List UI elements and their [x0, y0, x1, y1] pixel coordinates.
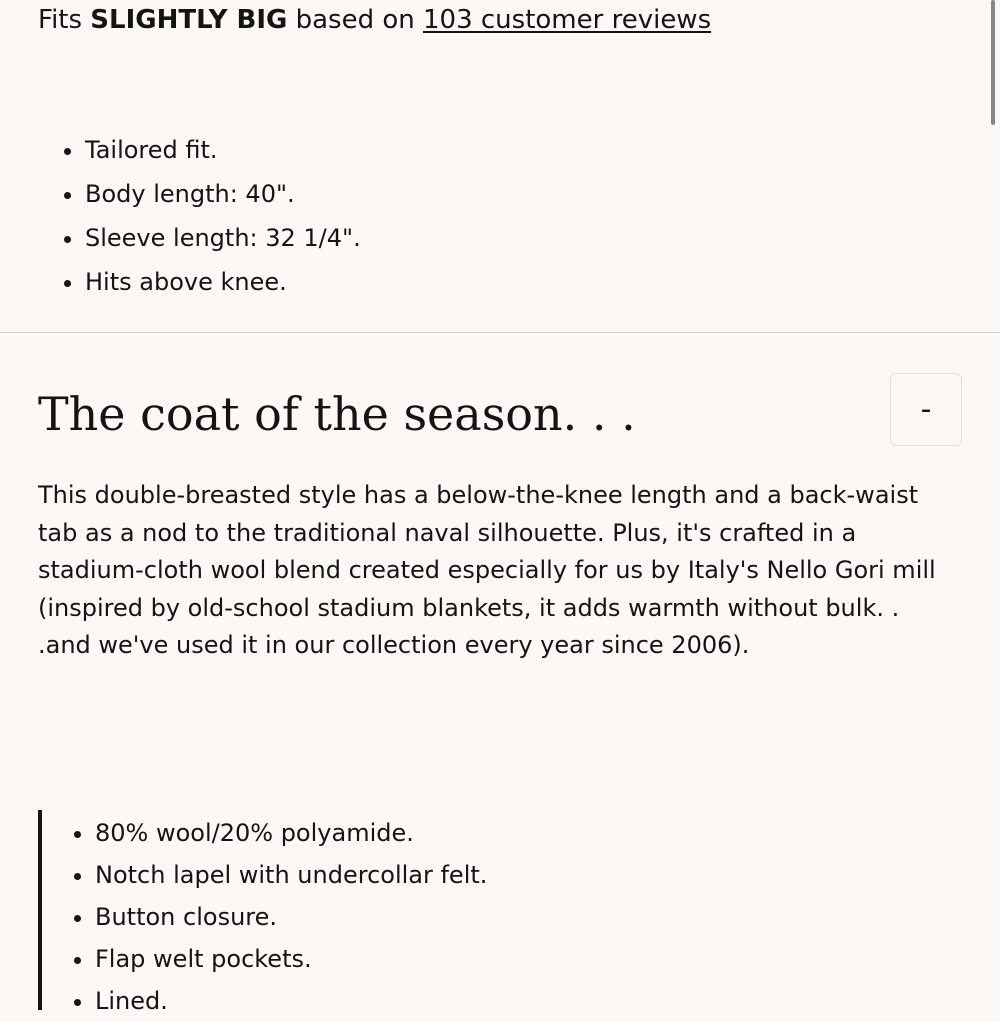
list-item: • Notch lapel with undercollar felt.	[95, 854, 487, 896]
collapse-section-button[interactable]: -	[890, 373, 962, 446]
product-description: This double-breasted style has a below-the-knee length and a back-waist tab as a nod to the traditional naval silhouette. Plus, it's crafted in a stadium-cloth wool blend created especially for us by Italy's Nello Gori mill (inspired by old-school stadium blankets, it adds warmth without bulk. . .and we've used it in our collection every year since 2006).	[38, 481, 936, 659]
list-item: • Sleeve length: 32 1/4".	[85, 216, 361, 260]
fit-prefix: Fits	[38, 5, 83, 35]
list-item: • Body length: 40".	[85, 172, 361, 216]
customer-reviews-link[interactable]: 103 customer reviews	[423, 5, 712, 35]
fit-details-list	[55, 128, 361, 304]
fit-summary	[38, 2, 711, 38]
list-item: • Hits above knee.	[85, 260, 361, 304]
list-item: • Lined.	[95, 980, 487, 1022]
list-item: • Flap welt pockets.	[95, 938, 487, 980]
fit-middle: based on	[295, 5, 415, 35]
list-item: • Tailored fit.	[85, 128, 361, 172]
section-title: The coat of the season. . .	[38, 387, 636, 441]
scrollbar[interactable]	[991, 0, 995, 125]
feature-list-block	[38, 810, 942, 1015]
section-divider	[0, 332, 1000, 333]
fit-size: SLIGHTLY BIG	[90, 5, 288, 35]
feature-list	[42, 812, 487, 1022]
list-item: • 80% wool/20% polyamide.	[95, 812, 487, 854]
list-item: • Button closure.	[95, 896, 487, 938]
